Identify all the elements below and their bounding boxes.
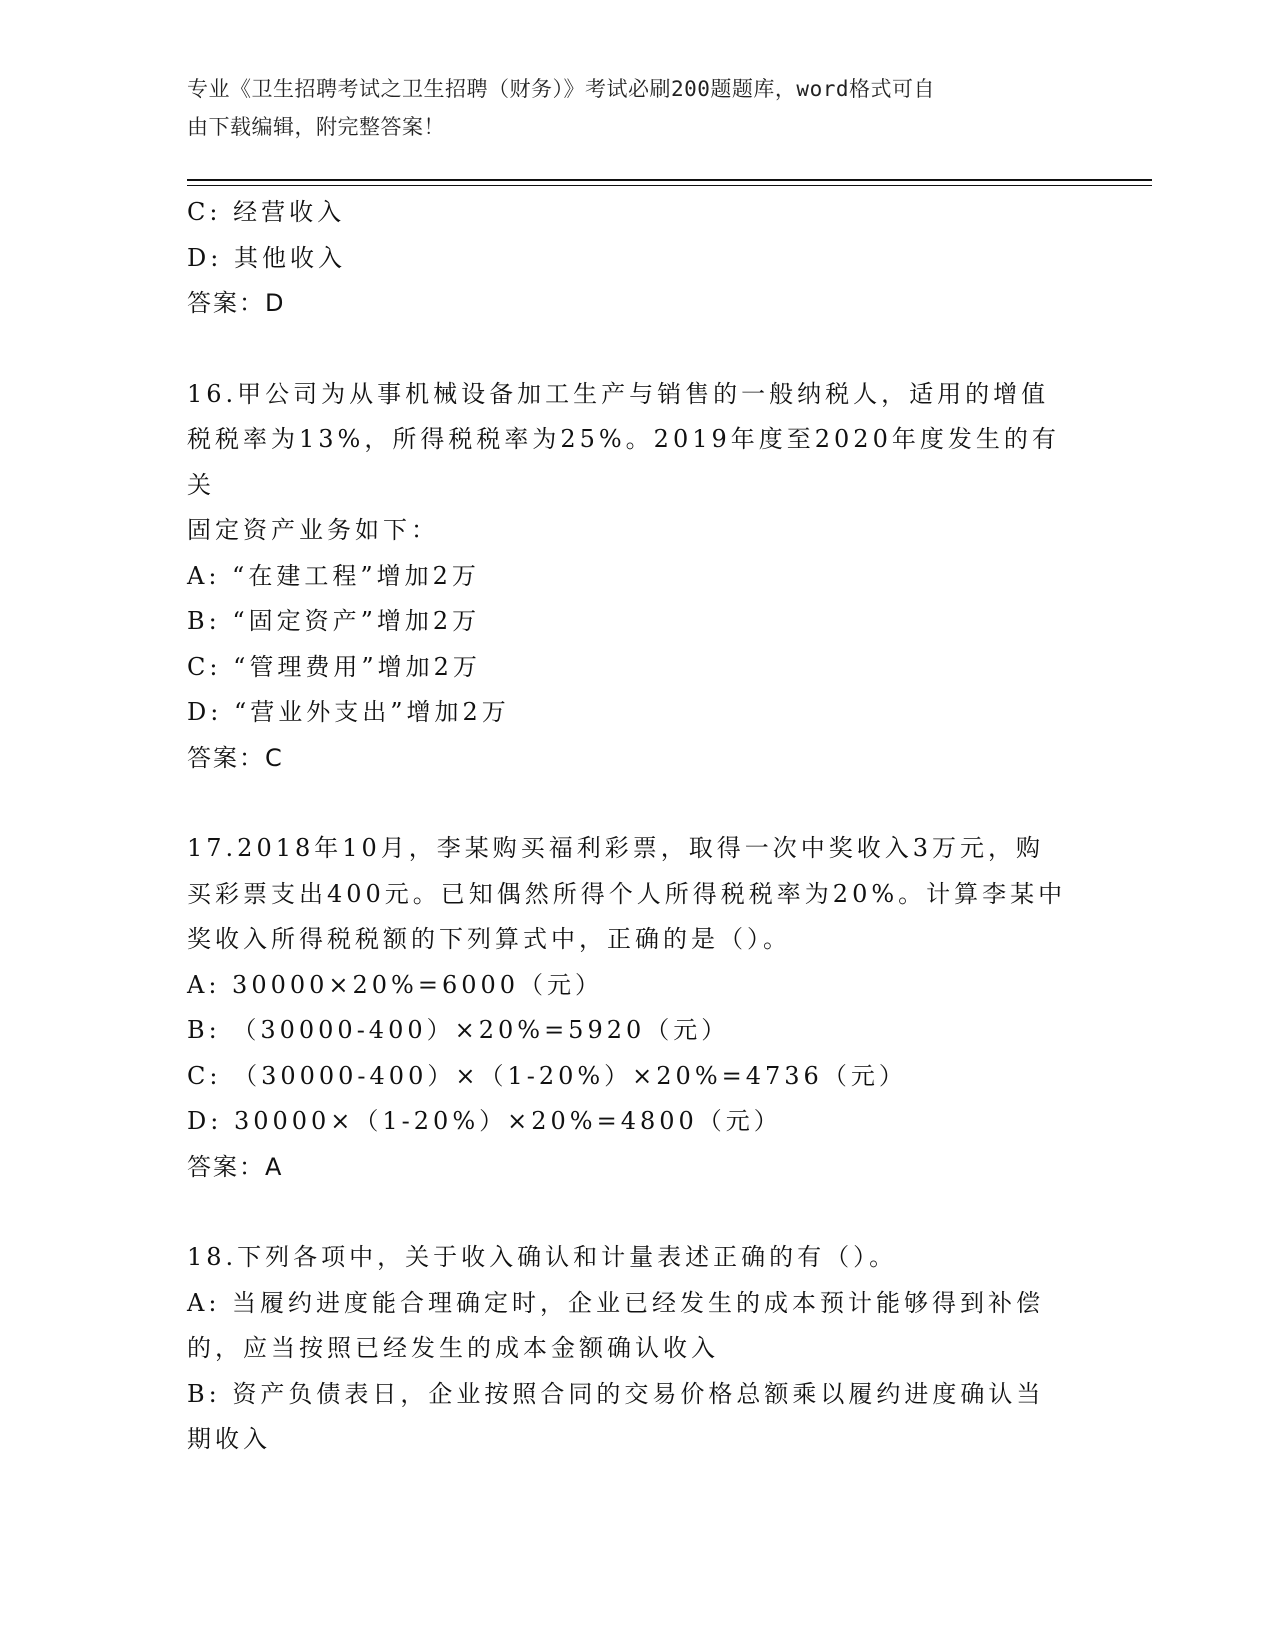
option-a-continued: 的，应当按照已经发生的成本金额确认收入	[187, 1334, 719, 1362]
header-divider-thick	[187, 179, 1152, 181]
header-line-1: 专业《卫生招聘考试之卫生招聘（财务）》考试必刷200题题库，word格式可自	[187, 77, 935, 101]
question-17	[187, 826, 1087, 1190]
question-text-line: 买彩票支出400元。已知偶然所得个人所得税税率为20%。计算李某中	[187, 879, 1067, 908]
document-body	[187, 190, 1087, 1463]
question-16	[187, 372, 1087, 782]
question-text	[187, 1235, 1067, 1281]
question-text-line: 17.2018年10月，李某购买福利彩票，取得一次中奖收入3万元，购	[187, 834, 1045, 862]
question-15-tail	[187, 190, 1087, 327]
option-d: D: 30000×（1-20%）×20%=4800（元）	[187, 1107, 782, 1135]
header-divider-thin	[187, 185, 1152, 186]
question-18	[187, 1235, 1087, 1463]
document-header	[187, 70, 1067, 146]
option-b: B: （30000-400）×20%=5920（元）	[187, 1016, 730, 1044]
answer-line: 答案：A	[187, 1152, 284, 1181]
question-text-line: 固定资产业务如下：	[187, 516, 439, 544]
question-text	[187, 826, 1067, 963]
option-d: D: 其他收入	[187, 243, 346, 272]
option-a: A: “在建工程”增加2万	[187, 561, 480, 590]
option-c: C: “管理费用”增加2万	[187, 652, 481, 681]
question-text-line: 16.甲公司为从事机械设备加工生产与销售的一般纳税人，适用的增值	[187, 379, 1050, 408]
option-d: D: “营业外支出”增加2万	[187, 698, 510, 726]
option-a: A: 30000×20%=6000（元）	[187, 970, 604, 999]
option-c: C: （30000-400）×（1-20%）×20%=4736（元）	[187, 1061, 907, 1090]
header-line-2: 由下载编辑，附完整答案！	[187, 115, 445, 139]
option-b: B: 资产负债表日，企业按照合同的交易价格总额乘以履约进度确认当	[187, 1379, 1045, 1408]
option-a: A: 当履约进度能合理确定时，企业已经发生的成本预计能够得到补偿	[187, 1288, 1045, 1317]
answer-line: 答案：C	[187, 743, 284, 772]
question-text-line: 奖收入所得税税额的下列算式中，正确的是（）。	[187, 925, 791, 953]
question-text-line: 税税率为13%，所得税税率为25%。2019年度至2020年度发生的有关	[187, 425, 1060, 499]
option-b-continued: 期收入	[187, 1425, 271, 1453]
answer-line: 答案：D	[187, 289, 286, 317]
question-text-line: 18.下列各项中，关于收入确认和计量表述正确的有（）。	[187, 1243, 898, 1271]
option-c: C: 经营收入	[187, 198, 346, 226]
question-text	[187, 372, 1067, 554]
option-b: B: “固定资产”增加2万	[187, 607, 481, 635]
